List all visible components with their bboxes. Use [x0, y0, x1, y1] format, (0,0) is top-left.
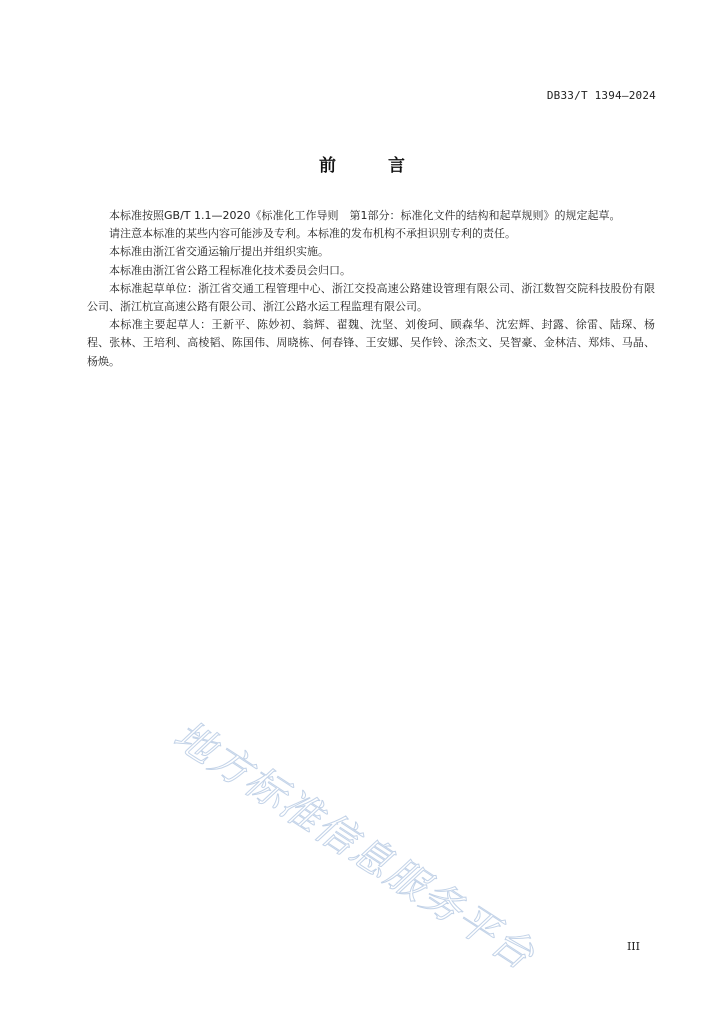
page-number: III	[626, 940, 640, 953]
paragraph-centralized-management: 本标准由浙江省公路工程标准化技术委员会归口。	[109, 263, 351, 277]
paragraph-drafting-rules: 本标准按照GB/T 1.1—2020《标准化工作导则 第1部分：标准化文件的结构和起草规则》的规定起草。	[109, 209, 621, 222]
paragraph-proposer: 本标准由浙江省交通运输厅提出并组织实施。	[109, 245, 329, 259]
page-title-char-2: 言	[388, 156, 405, 176]
watermark: 地方标准信息服务平台	[165, 712, 543, 980]
paragraph-patent-notice: 请注意本标准的某些内容可能涉及专利。本标准的发布机构不承担识别专利的责任。	[109, 227, 516, 241]
page-title-char-1: 前	[319, 156, 336, 176]
paragraph-drafting-units: 本标准起草单位：浙江省交通工程管理中心、浙江交投高速公路建设管理有限公司、浙江数智交院科技股份有限公司、浙江杭宣高速公路有限公司、浙江公路水运工程监理有限公司。	[87, 281, 655, 314]
page-title	[0, 151, 724, 176]
body-text	[87, 207, 655, 371]
document-code: DB33/T 1394—2024	[546, 89, 656, 102]
paragraph-main-drafters: 本标准主要起草人：王新平、陈妙初、翁辉、翟魏、沈坚、刘俊珂、顾森华、沈宏辉、封露、徐雷、陆琛、杨程、张林、王培利、高棱韬、陈国伟、周晓栋、何春锋、王安娜、吴作铃、涂杰文、吴智豪、金林洁、郑炜、马晶、杨焕。	[87, 318, 655, 368]
